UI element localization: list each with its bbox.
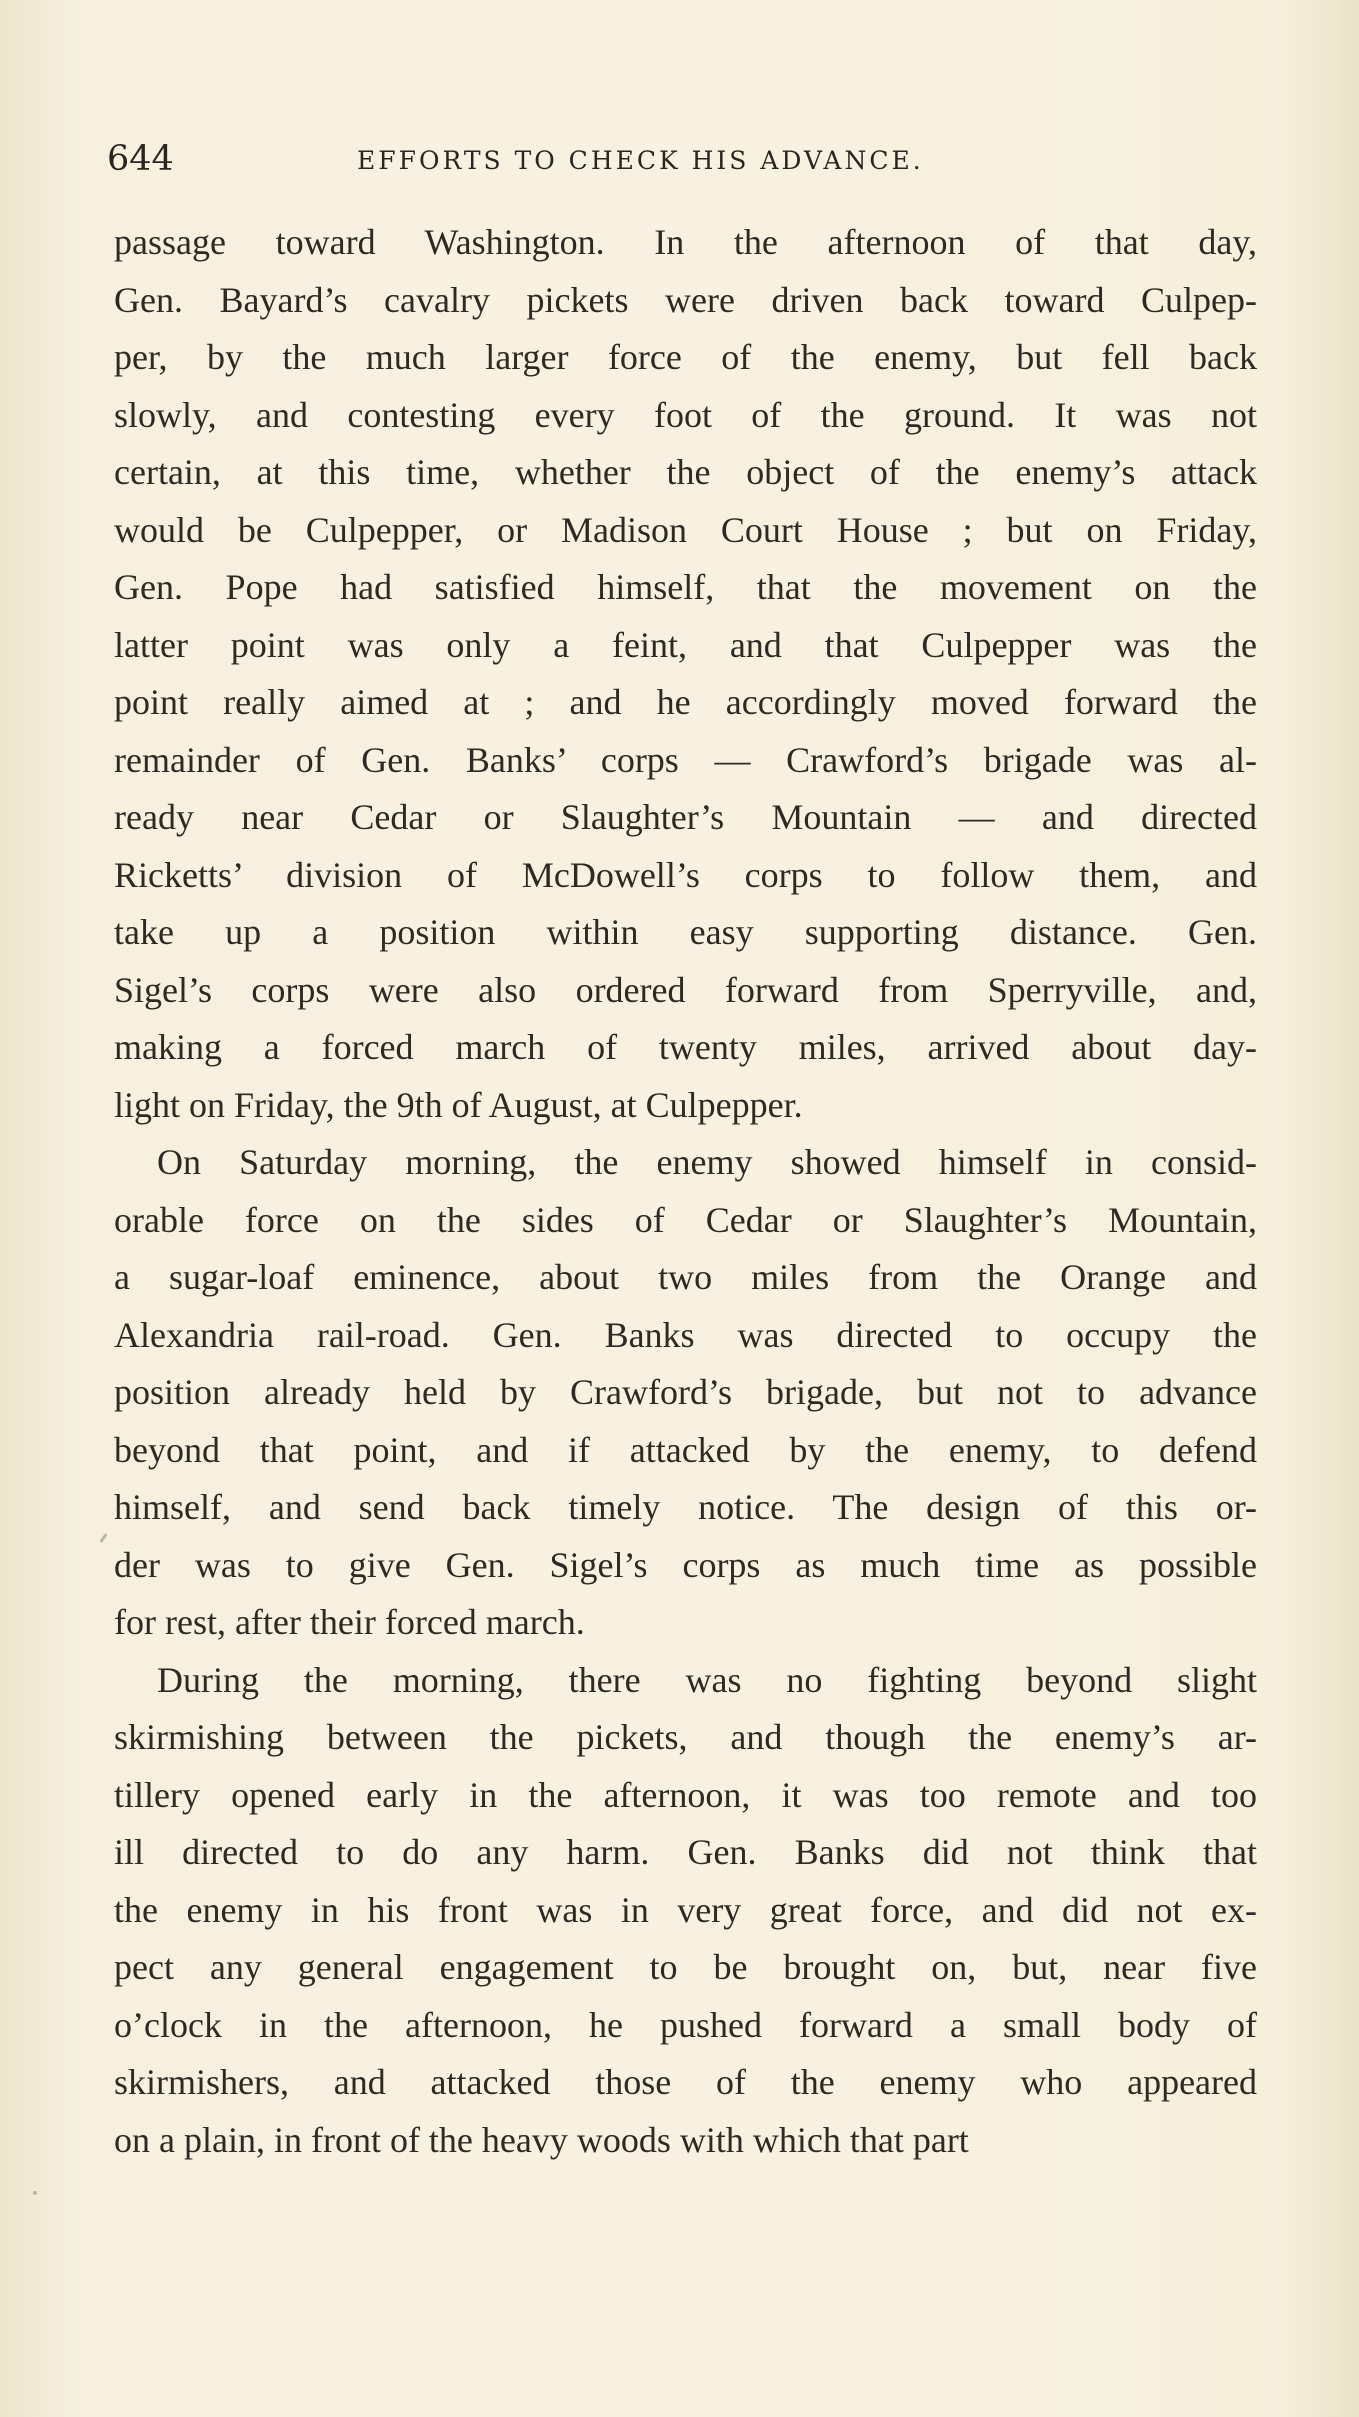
text-line: beyond that point, and if attacked by the enemy, to defend [114,1429,1257,1470]
text-line: der was to give Gen. Sigel’s corps as much time as possible [114,1544,1257,1585]
text-line: Alexandria rail-road. Gen. Banks was directed to occupy the [114,1314,1257,1355]
text-line: remainder of Gen. Banks’ corps — Crawford’s brigade was al- [114,739,1257,780]
text-line: ready near Cedar or Slaughter’s Mountain — and directed [114,797,1257,837]
text-line: Ricketts’ division of McDowell’s corps to follow them, and [114,854,1257,895]
page-number: 644 [107,139,174,179]
paragraph [114,1134,1257,1652]
text-line: take up a position within easy supporting distance. Gen. [114,912,1257,952]
text-line: Sigel’s corps were also ordered forward from Sperryville, and, [114,969,1257,1010]
paper-speck [33,2191,37,2195]
text-line: certain, at this time, whether the object of the enemy’s attack [114,452,1257,492]
text-line: on a plain, in front of the heavy woods with which that part [114,2119,969,2160]
text-line: himself, and send back timely notice. The design of this or- [114,1487,1257,1527]
text-line: for rest, after their forced march. [114,1602,585,1642]
text-line: ill directed to do any harm. Gen. Banks did not think that [114,1832,1257,1872]
text-line: Gen. Bayard’s cavalry pickets were driven back toward Culpep- [114,279,1257,320]
text-line: On Saturday morning, the enemy showed himself in consid- [157,1142,1257,1182]
text-line: Gen. Pope had satisfied himself, that the movement on the [114,567,1257,607]
text-line: light on Friday, the 9th of August, at Culpepper. [114,1084,803,1125]
text-line: During the morning, there was no fighting beyond slight [157,1659,1257,1700]
text-line: orable force on the sides of Cedar or Slaughter’s Mountain, [114,1199,1257,1240]
text-line: skirmishers, and attacked those of the enemy who appeared [114,2062,1257,2102]
paragraph [114,1652,1257,2170]
paragraph [114,214,1257,1134]
page-header [107,136,1261,182]
text-line: o’clock in the afternoon, he pushed forward a small body of [114,2004,1257,2045]
text-line: slowly, and contesting every foot of the ground. It was not [114,394,1257,435]
text-line: point really aimed at ; and he accordingly moved forward the [114,682,1257,722]
body-text [114,214,1257,2169]
text-line: the enemy in his front was in very great force, and did not ex- [114,1889,1257,1930]
text-line: a sugar-loaf eminence, about two miles from the Orange and [114,1257,1257,1297]
running-head: EFFORTS TO CHECK HIS ADVANCE. [357,146,924,175]
text-line: would be Culpepper, or Madison Court House ; but on Friday, [114,509,1257,550]
text-line: skirmishing between the pickets, and though the enemy’s ar- [114,1717,1257,1757]
text-line: position already held by Crawford’s brigade, but not to advance [114,1372,1257,1412]
text-line: per, by the much larger force of the enemy, but fell back [114,337,1257,377]
paper-speck [99,1533,107,1543]
text-line: pect any general engagement to be brought on, but, near five [114,1947,1257,1987]
text-line: making a forced march of twenty miles, arrived about day- [114,1027,1257,1067]
text-line: latter point was only a feint, and that Culpepper was the [114,624,1257,665]
text-line: passage toward Washington. In the afternoon of that day, [114,222,1257,262]
text-line: tillery opened early in the afternoon, it was too remote and too [114,1774,1257,1815]
